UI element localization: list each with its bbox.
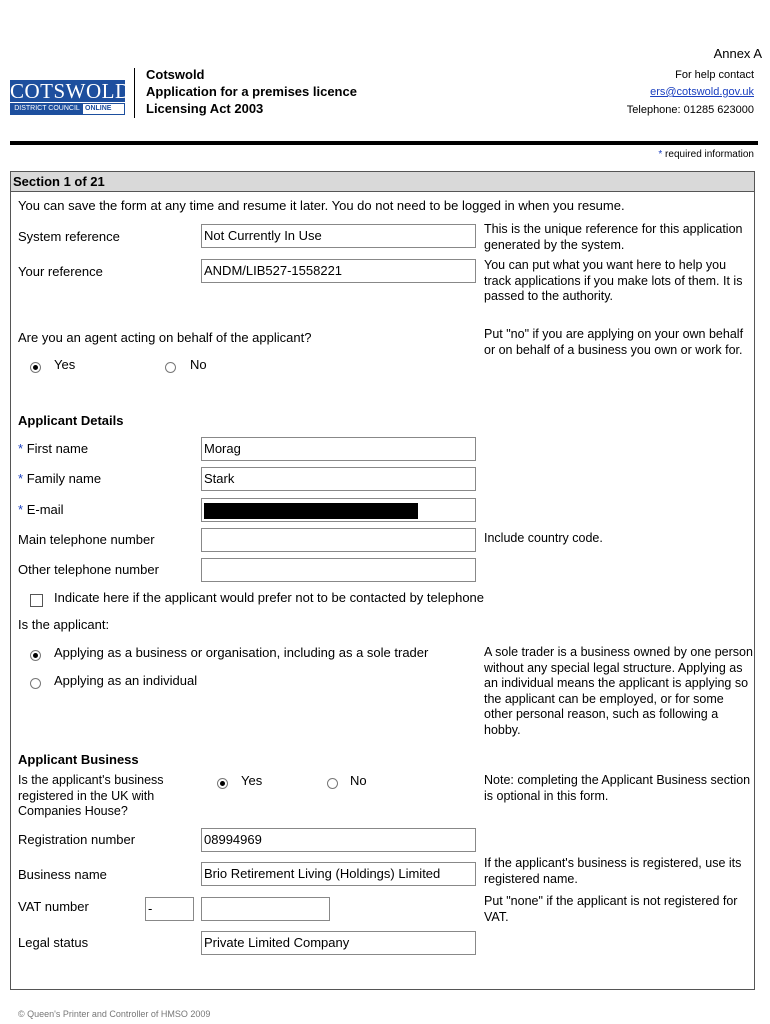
header-title: Application for a premises licence — [146, 84, 357, 99]
agent-no-radio[interactable] — [165, 362, 176, 373]
applicant-type-individual-label: Applying as an individual — [54, 673, 198, 688]
logo-sub-left: DISTRICT COUNCIL — [11, 104, 83, 114]
registered-no-radio[interactable] — [327, 778, 338, 789]
registration-number-label: Registration number — [18, 832, 136, 847]
system-reference-field[interactable]: Not Currently In Use — [201, 224, 476, 248]
applicant-type-business-radio[interactable] — [30, 650, 41, 661]
applicant-type-business-label: Applying as a business or organisation, including as a sole trader — [54, 645, 429, 660]
footer-copyright: © Queen's Printer and Controller of HMSO 2009 — [18, 1009, 211, 1019]
header-act: Licensing Act 2003 — [146, 101, 264, 116]
main-phone-field[interactable] — [201, 528, 476, 552]
legal-status-field[interactable]: Private Limited Company — [201, 931, 476, 955]
first-name-label: * First name — [18, 441, 89, 456]
other-phone-field[interactable] — [201, 558, 476, 582]
applicant-type-help: A sole trader is a business owned by one person without any special legal structure. Applying as an individual means the applicant is applying so the applicant can be employed, or for some other personal reason, such as following a hobby. — [484, 645, 753, 737]
business-name-label: Business name — [18, 867, 107, 882]
help-contact-label: For help contact — [675, 69, 754, 81]
legal-status-label: Legal status — [18, 935, 89, 950]
family-name-label: * Family name — [18, 471, 102, 486]
email-field[interactable] — [201, 498, 476, 522]
help-email-link[interactable]: ers@cotswold.gov.uk — [650, 86, 754, 98]
vat-number-label: VAT number — [18, 899, 89, 914]
cotswold-logo — [10, 79, 131, 116]
header-rule — [10, 141, 758, 145]
your-reference-label: Your reference — [18, 264, 103, 279]
agent-question: Are you an agent acting on behalf of the applicant? — [18, 330, 312, 345]
registered-question: Is the applicant's business registered in the UK with Companies House? — [18, 773, 164, 818]
other-phone-label: Other telephone number — [18, 562, 159, 577]
no-telephone-label: Indicate here if the applicant would prefer not to be contacted by telephone — [54, 590, 485, 605]
save-note: You can save the form at any time and resume it later. You do not need to be logged in when you resume. — [18, 198, 625, 213]
applicant-details-heading: Applicant Details — [18, 413, 124, 428]
your-reference-field[interactable]: ANDM/LIB527-1558221 — [201, 259, 476, 283]
required-note: * required information — [658, 149, 754, 160]
system-reference-label: System reference — [18, 229, 120, 244]
family-name-field[interactable]: Stark — [201, 467, 476, 491]
your-reference-help: You can put what you want here to help you track applications if you make lots of them. It is passed to the authority. — [484, 258, 743, 303]
registered-help: Note: completing the Applicant Business section is optional in this form. — [484, 773, 751, 803]
business-name-help: If the applicant's business is registered, use its registered name. — [484, 856, 742, 886]
system-reference-help: This is the unique reference for this application generated by the system. — [484, 222, 743, 252]
header-org: Cotswold — [146, 67, 205, 82]
vat-prefix-field[interactable]: - — [145, 897, 194, 921]
agent-yes-label: Yes — [54, 357, 76, 372]
applicant-type-individual-radio[interactable] — [30, 678, 41, 689]
registered-yes-label: Yes — [241, 773, 263, 788]
logo-sub-right: ONLINE — [85, 105, 112, 112]
agent-no-label: No — [190, 357, 207, 372]
applicant-business-heading: Applicant Business — [18, 752, 139, 767]
help-telephone: Telephone: 01285 623000 — [626, 104, 754, 116]
registered-yes-radio[interactable] — [217, 778, 228, 789]
vat-number-field[interactable] — [201, 897, 330, 921]
no-telephone-checkbox[interactable] — [30, 594, 43, 607]
annex-label: Annex A — [713, 46, 762, 61]
logo-main: COTSWOLD — [10, 79, 131, 103]
required-star: * — [658, 149, 663, 160]
first-name-field[interactable]: Morag — [201, 437, 476, 461]
registered-no-label: No — [350, 773, 367, 788]
header-divider — [134, 68, 135, 118]
email-label: * E-mail — [18, 502, 64, 517]
registration-number-field[interactable]: 08994969 — [201, 828, 476, 852]
agent-yes-radio[interactable] — [30, 362, 41, 373]
agent-help: Put "no" if you are applying on your own behalf or on behalf of a business you own or work for. — [484, 327, 744, 357]
applicant-type-question: Is the applicant: — [18, 617, 110, 632]
section-title: Section 1 of 21 — [11, 172, 754, 192]
business-name-field[interactable]: Brio Retirement Living (Holdings) Limited — [201, 862, 476, 886]
main-phone-help: Include country code. — [484, 531, 603, 545]
vat-help: Put "none" if the applicant is not registered for VAT. — [484, 894, 738, 924]
email-redaction — [204, 503, 418, 519]
main-phone-label: Main telephone number — [18, 532, 155, 547]
